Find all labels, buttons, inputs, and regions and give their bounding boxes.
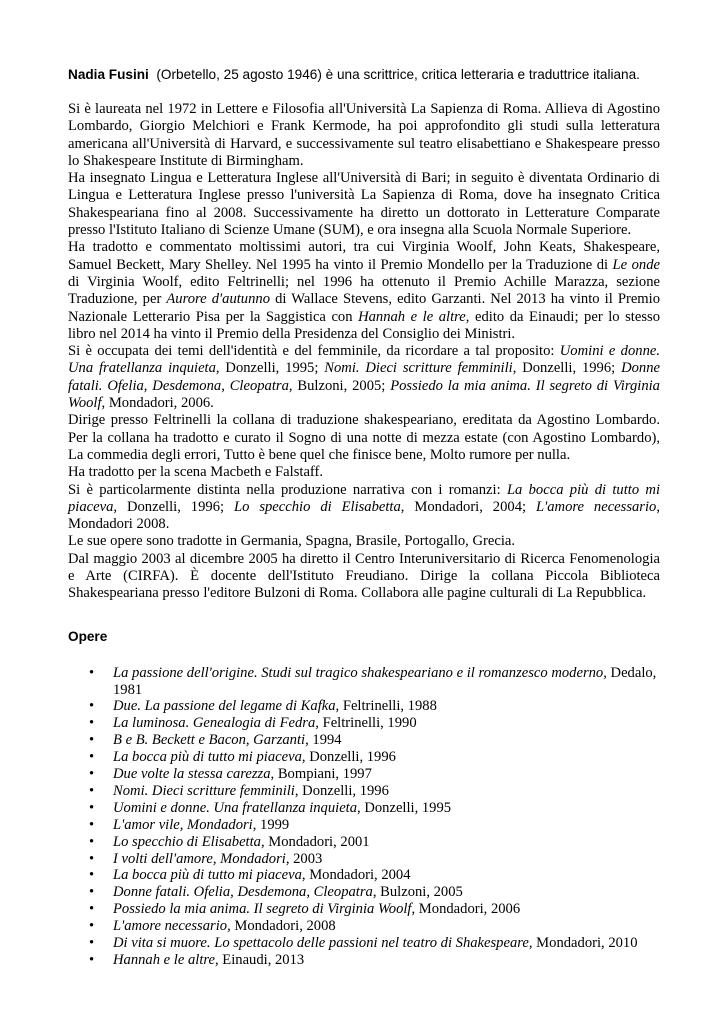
work-publisher: , 1999: [252, 816, 290, 833]
work-title: La bocca più di tutto mi piaceva: [113, 867, 302, 884]
intro-line: [68, 66, 660, 84]
work-title: L'amore necessario: [113, 918, 228, 935]
text-run: , Mondadori, 2006.: [101, 395, 214, 412]
work-title: Hannah e le altre: [113, 952, 215, 969]
work-title: Due volte la stessa carezza: [113, 766, 271, 783]
work-publisher: , Donzelli, 1996: [301, 749, 396, 766]
italic-title: Donne fatali. Ofelia, Desdemona, Cleopatra: [68, 360, 660, 394]
text-run: Ha tradotto per la scena Macbeth e Falstaff.: [68, 464, 324, 481]
work-publisher: , 2003: [285, 850, 323, 867]
work-title: Donne fatali. Ofelia, Desdemona, Cleopatra: [113, 884, 373, 901]
italic-title: Uomini e donne. Una fratellanza inquieta: [68, 343, 660, 377]
works-list-item: [113, 665, 660, 699]
bio-paragraph: [68, 551, 660, 603]
work-publisher: , Donzelli, 1996: [294, 782, 389, 799]
work-title: Uomini e donne. Una fratellanza inquieta: [113, 799, 358, 816]
work-publisher: , Mondadori, 2010: [528, 935, 638, 952]
italic-title: Aurore d'autunno: [166, 291, 270, 308]
work-publisher: , Mondadori, 2004: [301, 867, 411, 884]
text-run: , Donzelli, 1996;: [512, 360, 622, 377]
document-page: [68, 66, 660, 969]
works-list-item: [113, 817, 660, 834]
italic-title: Possiedo la mia anima. Il segreto di Virginia Woolf: [68, 377, 660, 412]
works-list-item: [113, 935, 660, 952]
work-publisher: , Mondadori, 2001: [260, 833, 370, 850]
work-publisher: , Feltrinelli, 1990: [315, 715, 417, 732]
work-title: La bocca più di tutto mi piaceva: [113, 749, 302, 766]
text-run: Ha insegnato Lingua e Letteratura Inglese all'Università di Bari; in seguito è diventata Ordinario di Lingua e Letteratura Inglese presso l'università La Sapienza di Roma, dove ha insegnato Critica Shakespeariana fino al 2008. Successivamente ha diretto un dottorato in Letterature Comparate presso l'Istituto Italiano di Scienze Umane (SUM), e ora insegna alla Scuola Normale Superiore.: [68, 170, 660, 239]
text-run: Si è particolarmente distinta nella produzione narrativa con i romanzi:: [68, 481, 507, 498]
text-run: Le sue opere sono tradotte in Germania, Spagna, Brasile, Portogallo, Grecia.: [68, 533, 515, 550]
works-list-item: [113, 918, 660, 935]
author-name: Nadia Fusini: [68, 67, 149, 82]
italic-title: La bocca più di tutto mi piaceva: [68, 481, 660, 515]
work-title: Due. La passione del legame di Kafka: [113, 698, 336, 715]
works-list-item: [113, 901, 660, 918]
work-publisher: , 1994: [305, 732, 342, 749]
work-title: L'amor vile, Mondadori: [113, 816, 253, 833]
works-list-item: [113, 851, 660, 868]
text-run: Si è occupata dei temi dell'identità e del femminile, da ricordare a tal proposito:: [68, 343, 560, 360]
intro-text: (Orbetello, 25 agosto 1946) è una scrittrice, critica letteraria e traduttrice italiana.: [156, 67, 640, 82]
works-list-item: [113, 698, 660, 715]
text-run: Dal maggio 2003 al dicembre 2005 ha diretto il Centro Interuniversitario di Ricerca Fenomenologia e Arte (CIRFA). È docente dell'Istituto Freudiano. Dirige la collana Piccola Biblioteca Shakespeariana presso l'editore Bulzoni di Roma. Collabora alle pagine culturali di La Repubblica.: [68, 550, 660, 602]
text-run: di Wallace Stevens, edito Garzanti. Nel 2013 ha vinto il Premio Nazionale Letterario Pisa per la Saggistica con: [68, 291, 661, 325]
text-run: , Bulzoni, 2005;: [288, 377, 391, 394]
works-list-item: [113, 952, 660, 969]
work-publisher: , Dedalo, 1981: [113, 664, 657, 698]
text-run: , Donzelli, 1996;: [113, 498, 234, 515]
italic-title: L'amore necessario: [536, 498, 657, 515]
text-run: Ha tradotto e commentato moltissimi autori, tra cui Virginia Woolf, John Keats, Shakespeare, Samuel Beckett, Mary Shelley. Nel 1995 ha vinto il Premio Mondello per la Traduzione di: [68, 239, 660, 273]
bio-paragraph: [68, 533, 660, 550]
italic-title: Hannah e le altre: [358, 308, 466, 325]
works-list-item: [113, 715, 660, 732]
work-title: B e B. Beckett e Bacon, Garzanti: [113, 732, 306, 749]
work-title: Nomi. Dieci scritture femminili: [113, 782, 295, 799]
text-run: , Mondadori, 2004;: [400, 498, 536, 515]
works-list-item: [113, 867, 660, 884]
bio-paragraph: [68, 482, 660, 534]
works-heading: Opere: [68, 628, 108, 644]
work-publisher: , Donzelli, 1995: [357, 799, 452, 816]
text-run: Si è laureata nel 1972 in Lettere e Filosofia all'Università La Sapienza di Roma. Allieva di Agostino Lombardo, Giorgio Melchiori e Frank Kermode, ha poi approfondito gli studi sulla letteratura americana all'Università di Harvard, e successivamente sul teatro elisabettiano e Shakespeare presso lo Shakespeare Institute di Birmingham.: [68, 101, 660, 169]
work-publisher: , Bulzoni, 2005: [372, 884, 463, 901]
text-run: , Mondadori 2008.: [68, 498, 660, 533]
works-list: [68, 665, 660, 969]
bio-paragraph: [68, 101, 660, 170]
works-list-item: [113, 783, 660, 800]
text-run: , Donzelli, 1995;: [215, 360, 325, 377]
italic-title: Nomi. Dieci scritture femminili: [324, 360, 513, 377]
work-title: Possiedo la mia anima. Il segreto di Virginia Woolf: [113, 901, 412, 918]
italic-title: Le onde: [612, 256, 660, 273]
text-run: di Virginia Woolf, edito Feltrinelli; nel 1996 ha ottenuto il Premio Achille Marazza, sezione Traduzione, per: [68, 273, 660, 308]
bio-paragraph: [68, 239, 660, 343]
bio-paragraph: [68, 170, 660, 239]
work-title: La passione dell'origine. Studi sul tragico shakespeariano e il romanzesco moderno: [113, 664, 604, 681]
bio-paragraph: [68, 464, 660, 481]
works-list-item: [113, 732, 660, 749]
bio-paragraph: [68, 343, 660, 412]
work-publisher: , Bompiani, 1997: [270, 766, 372, 783]
work-publisher: , Mondadori, 2008: [227, 918, 336, 935]
work-title: La luminosa. Genealogia di Fedra: [113, 715, 316, 732]
biography-body: [68, 101, 660, 603]
works-list-item: [113, 766, 660, 783]
text-run: Dirige presso Feltrinelli la collana di traduzione shakespeariano, ereditata da Agostino Lombardo. Per la collana ha tradotto e curato il Sogno di una notte di mezza estate (con Agostino Lombardo), La commedia degli errori, Tutto è bene quel che finisce bene, Molto rumore per nulla.: [68, 412, 660, 463]
work-title: Di vita si muore. Lo spettacolo delle passioni nel teatro di Shakespeare: [113, 935, 529, 952]
works-list-item: [113, 834, 660, 851]
italic-title: Lo specchio di Elisabetta: [233, 498, 401, 515]
work-publisher: , Feltrinelli, 1988: [335, 698, 437, 715]
works-list-item: [113, 749, 660, 766]
works-list-item: [113, 800, 660, 817]
work-publisher: , Einaudi, 2013: [215, 952, 305, 969]
work-title: Lo specchio di Elisabetta: [113, 833, 261, 850]
work-publisher: , Mondadori, 2006: [411, 901, 521, 918]
text-run: , edito da Einaudi; per lo stesso libro nel 2014 ha vinto il Premio della Presidenza del Consiglio dei Ministri.: [68, 308, 660, 342]
work-title: I volti dell'amore, Mondadori: [113, 850, 286, 867]
works-list-item: [113, 884, 660, 901]
bio-paragraph: [68, 412, 660, 464]
